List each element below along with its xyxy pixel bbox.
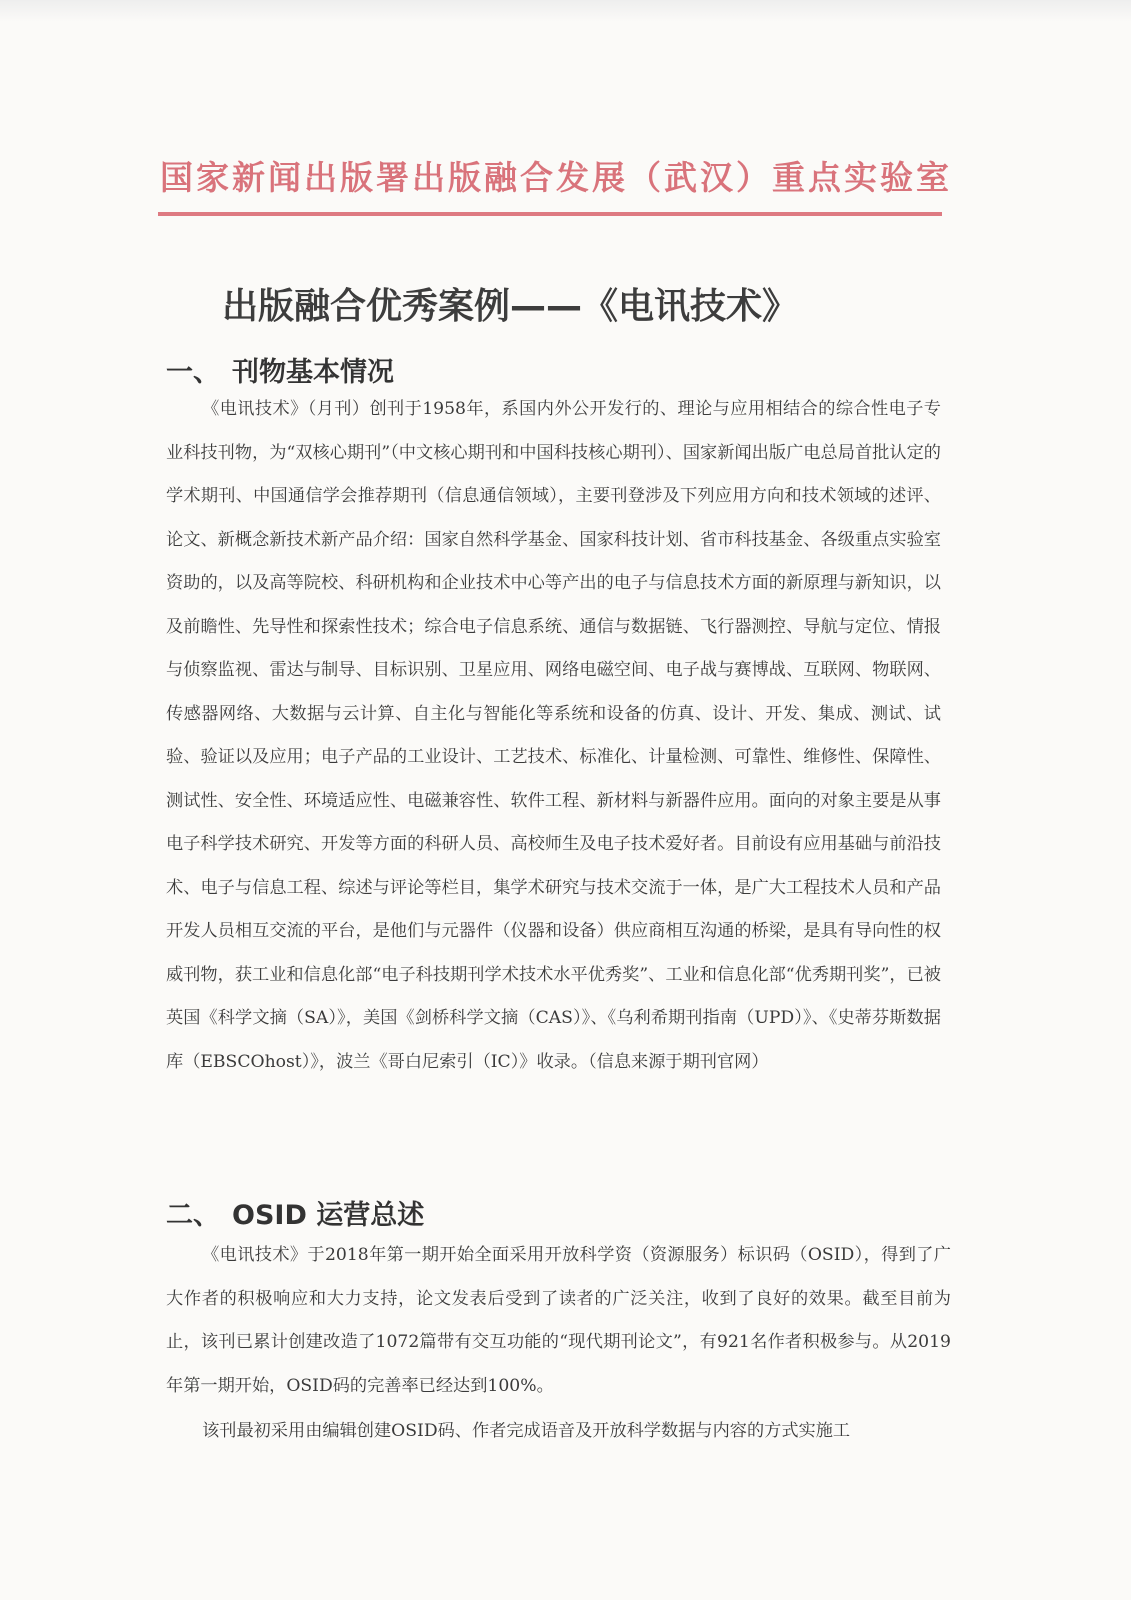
document-title: 出版融合优秀案例——《电讯技术》 bbox=[222, 286, 799, 327]
header-divider bbox=[158, 212, 942, 216]
section-heading-1 bbox=[166, 350, 394, 389]
section-1-paragraph: 《电讯技术》（月刊）创刊于1958年，系国内外公开发行的、理论与应用相结合的综合性电子专业科技刊物，为“双核心期刊”（中文核心期刊和中国科技核心期刊）、国家新闻出版广电总局首批认定的学术期刊、中国通信学会推荐期刊（信息通信领域），主要刊登涉及下列应用方向和技术领域的述评、论文、新概念新技术新产品介绍：国家自然科学基金、国家科技计划、省市科技基金、各级重点实验室资助的，以及高等院校、科研机构和企业技术中心等产出的电子与信息技术方面的新原理与新知识，以及前瞻性、先导性和探索性技术；综合电子信息系统、通信与数据链、飞行器测控、导航与定位、情报与侦察监视、雷达与制导、目标识别、卫星应用、网络电磁空间、电子战与赛博战、互联网、物联网、传感器网络、大数据与云计算、自主化与智能化等系统和设备的仿真、设计、开发、集成、测试、试验、验证以及应用；电子产品的工业设计、工艺技术、标准化、计量检测、可靠性、维修性、保障性、测试性、安全性、环境适应性、电磁兼容性、软件工程、新材料与新器件应用。面向的对象主要是从事电子科学技术研究、开发等方面的科研人员、高校师生及电子技术爱好者。目前设有应用基础与前沿技术、电子与信息工程、综述与评论等栏目，集学术研究与技术交流于一体，是广大工程技术人员和产品开发人员相互交流的平台，是他们与元器件（仪器和设备）供应商相互沟通的桥梁，是具有导向性的权威刊物，获工业和信息化部“电子科技期刊学术技术水平优秀奖”、工业和信息化部“优秀期刊奖”，已被英国《科学文摘（SA）》，美国《剑桥科学文摘（CAS）》、《乌利希期刊指南（UPD）》、《史蒂芬斯数据库（EBSCOhost）》，波兰《哥白尼索引（IC）》收录。（信息来源于期刊官网） bbox=[166, 399, 941, 1072]
institution-header: 国家新闻出版署出版融合发展（武汉）重点实验室 bbox=[160, 158, 952, 197]
section-number: 一、 bbox=[166, 357, 220, 388]
section-heading-2 bbox=[166, 1193, 424, 1232]
section-number: 二、 bbox=[166, 1200, 220, 1231]
section-title: 刊物基本情况 bbox=[232, 357, 394, 388]
section-2-paragraph-1: 《电讯技术》于2018年第一期开始全面采用开放科学资（资源服务）标识码（OSID），得到了广大作者的积极响应和大力支持，论文发表后受到了读者的广泛关注，收到了良好的效果。截至目前为止，该刊已累计创建改造了1072篇带有交互功能的“现代期刊论文”，有921名作者积极参与。从2019年第一期开始，OSID码的完善率已经达到100%。 bbox=[166, 1245, 951, 1396]
section-2-paragraph-2: 该刊最初采用由编辑创建OSID码、作者完成语音及开放科学数据与内容的方式实施工 bbox=[202, 1421, 851, 1441]
scan-edge-shadow bbox=[0, 0, 1131, 22]
section-title: OSID 运营总述 bbox=[232, 1200, 425, 1231]
